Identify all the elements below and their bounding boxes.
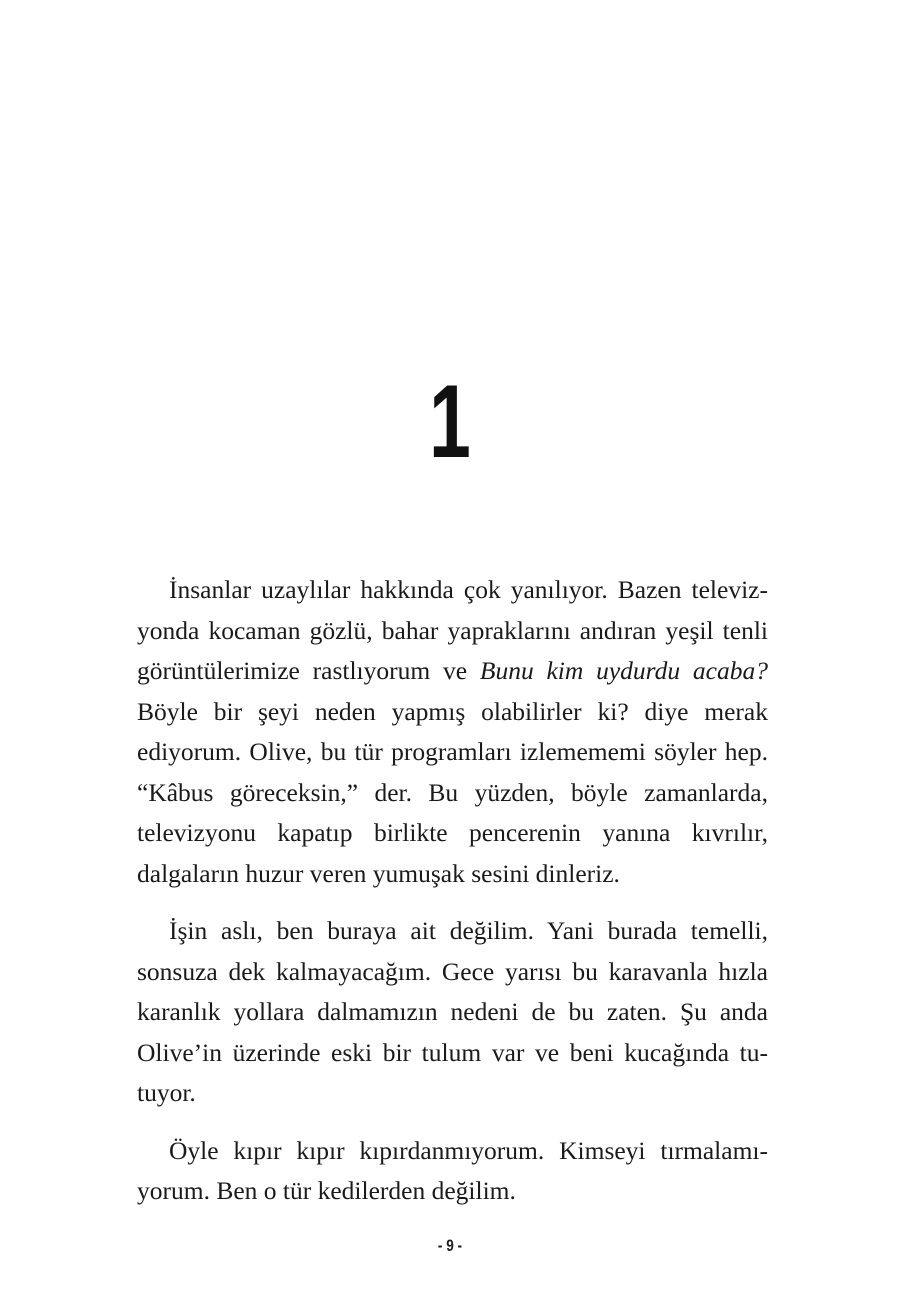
- paragraph-1-text-continued: Böyle bir şeyi neden yapmış olabilirler ki? diye merak ediyorum. Olive, bu tür programları izlemememi söyler hep. “Kâbus göreceksin,” der. Bu yüzden, böyle zamanlarda, televizyonu kapatıp birlikte pencerenin yanına kıvrılır, dalgaların huzur veren yumuşak sesini dinleriz.: [137, 696, 768, 888]
- body-text: [137, 570, 768, 1229]
- chapter-number: 1: [429, 364, 471, 480]
- paragraph-2-text: İşin aslı, ben buraya ait değilim. Yani burada temelli, sonsuza dek kalmayacağım. Gece yarısı bu karavanla hızla karanlık yollara dalmamızın nedeni de bu zaten. Şu anda Olive’in üzerinde eski bir tulum var ve beni kucağında tutuyor.: [137, 916, 768, 1107]
- paragraph-3-text: Öyle kıpır kıpır kıpırdanmıyorum. Kimseyi tırmalamıyorum. Ben o tür kedilerden değilim.: [137, 1135, 768, 1205]
- paragraph-1-text: İnsanlar uzaylılar hakkında çok yanılıyor. Bazen televizyonda kocaman gözlü, bahar yapraklarını andıran yeşil tenli görüntülerimize rastlıyorum ve: [137, 575, 768, 685]
- paragraph-3: [137, 1131, 768, 1212]
- paragraph-1: [137, 570, 768, 894]
- paragraph-1-italic-question: Bunu kim uydurdu acaba?: [479, 656, 769, 685]
- page-number: - 9 -: [437, 1236, 463, 1255]
- paragraph-2: [137, 911, 768, 1114]
